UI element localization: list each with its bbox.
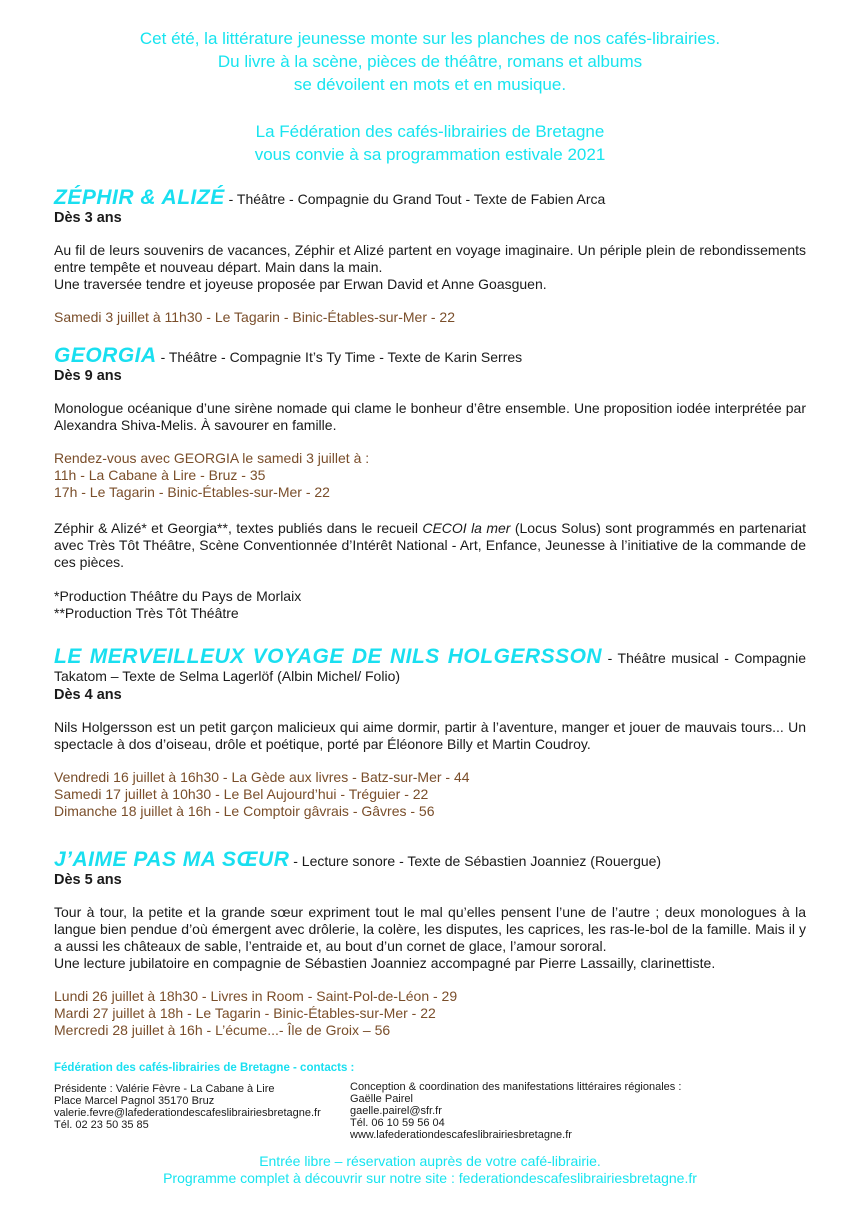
date-line: Mardi 27 juillet à 18h - Le Tagarin - Binic-Étables-sur-Mer - 22 bbox=[54, 1005, 436, 1021]
description-paragraph: Nils Holgersson est un petit garçon malicieux qui aime dormir, partir à l’aventure, manger et jouer de mauvais tours... Un spectacle à dos d’oiseau, drôle et poétique, porté par Éléonore Billy et Martin Coudroy. bbox=[54, 719, 806, 752]
date-line: Dimanche 18 juillet à 16h - Le Comptoir gâvrais - Gâvres - 56 bbox=[54, 803, 435, 819]
show-dates bbox=[54, 988, 806, 1039]
show-title-line bbox=[54, 848, 806, 871]
intro-block bbox=[0, 27, 860, 96]
partnership-note bbox=[54, 520, 806, 622]
show-details: - Théâtre musical - Compagnie Takatom – Texte de Selma Lagerlöf (Albin Michel/ Folio) bbox=[54, 650, 806, 684]
show-description bbox=[54, 400, 806, 434]
show-title-line bbox=[54, 344, 806, 367]
date-line: Samedi 17 juillet à 10h30 - Le Bel Aujourd’hui - Tréguier - 22 bbox=[54, 786, 429, 802]
contact-line: Place Marcel Pagnol 35170 Bruz bbox=[54, 1095, 215, 1107]
intro-line: Cet été, la littérature jeunesse monte sur les planches de nos cafés-librairies. bbox=[139, 29, 721, 48]
contact-phone: Tél. 06 10 59 56 04 bbox=[350, 1117, 445, 1129]
contact-line: Présidente : Valérie Fèvre - La Cabane à Lire bbox=[54, 1083, 275, 1095]
date-line: Vendredi 16 juillet à 16h30 - La Gède aux livres - Batz-sur-Mer - 44 bbox=[54, 769, 470, 785]
show-title-line bbox=[54, 645, 806, 685]
footnote: *Production Théâtre du Pays de Morlaix bbox=[54, 588, 302, 604]
show-zephir-alize bbox=[54, 186, 806, 326]
description-paragraph: Une traversée tendre et joyeuse proposée par Erwan David et Anne Goasguen. bbox=[54, 276, 547, 292]
show-age: Dès 9 ans bbox=[54, 368, 122, 384]
show-age: Dès 4 ans bbox=[54, 687, 122, 703]
note-book-title: CECOI la mer bbox=[422, 520, 511, 536]
show-description bbox=[54, 904, 806, 972]
date-line: Lundi 26 juillet à 18h30 - Livres in Room - Saint-Pol-de-Léon - 29 bbox=[54, 988, 458, 1004]
contacts-title: Fédération des cafés-librairies de Bretagne - contacts : bbox=[54, 1062, 355, 1074]
show-description bbox=[54, 719, 806, 753]
show-nils-holgersson bbox=[54, 645, 806, 820]
date-line: Samedi 3 juillet à 11h30 - Le Tagarin - Binic-Étables-sur-Mer - 22 bbox=[54, 309, 456, 325]
contact-email-link[interactable]: valerie.fevre@lafederationdescafeslibrairiesbretagne.fr bbox=[54, 1107, 321, 1119]
note-paragraph bbox=[54, 520, 806, 571]
contact-coordination bbox=[350, 1081, 681, 1141]
show-jaime-pas-ma-soeur bbox=[54, 848, 806, 1039]
show-title: ZÉPHIR & ALIZÉ bbox=[54, 186, 225, 209]
show-age: Dès 5 ans bbox=[54, 872, 122, 888]
contact-line: Conception & coordination des manifestations littéraires régionales : bbox=[350, 1081, 682, 1093]
date-line: 17h - Le Tagarin - Binic-Étables-sur-Mer - 22 bbox=[54, 484, 330, 500]
show-title: J’AIME PAS MA SŒUR bbox=[54, 848, 290, 871]
date-line: 11h - La Cabane à Lire - Bruz - 35 bbox=[54, 467, 266, 483]
description-paragraph: Une lecture jubilatoire en compagnie de Sébastien Joanniez accompagné par Pierre Lassailly, clarinettiste. bbox=[54, 955, 716, 971]
show-description bbox=[54, 242, 806, 293]
show-details: - Lecture sonore - Texte de Sébastien Joanniez (Rouergue) bbox=[289, 853, 662, 869]
show-title: GEORGIA bbox=[54, 344, 157, 367]
intro-invitation bbox=[0, 120, 860, 166]
date-line: Rendez-vous avec GEORGIA le samedi 3 juillet à : bbox=[54, 450, 370, 466]
date-line: Mercredi 28 juillet à 16h - L’écume...- Île de Groix – 56 bbox=[54, 1022, 391, 1038]
footer-website-line[interactable]: Programme complet à découvrir sur notre site : federationdescafeslibrairiesbretagne.fr bbox=[163, 1170, 697, 1186]
show-dates bbox=[54, 450, 806, 501]
show-details: - Théâtre - Compagnie It’s Ty Time - Texte de Karin Serres bbox=[156, 349, 523, 365]
description-paragraph: Monologue océanique d’une sirène nomade qui clame le bonheur d’être ensemble. Une proposition iodée interprétée par Alexandra Shiva-Melis. À savourer en famille. bbox=[54, 400, 806, 433]
show-details: - Théâtre - Compagnie du Grand Tout - Texte de Fabien Arca bbox=[224, 191, 606, 207]
intro-line: La Fédération des cafés-librairies de Bretagne bbox=[255, 122, 605, 141]
intro-line: vous convie à sa programmation estivale 2021 bbox=[254, 145, 606, 164]
contact-phone: Tél. 02 23 50 35 85 bbox=[54, 1119, 149, 1131]
note-text: (Locus Solus) sont programmés en partenariat avec Très Tôt Théâtre, Scène Conventionnée d’Intérêt National - Art, Enfance, Jeunesse à l’initiative de la commande de ces pièces. bbox=[54, 520, 806, 570]
description-paragraph: Tour à tour, la petite et la grande sœur expriment tout le mal qu’elles pensent l’une de l’autre ; deux monologues à la langue bien pendue d’où émergent avec drôlerie, la colère, les disputes, les caprices, les ras-le-bol de la famille. Mais il y a aussi les châteaux de sable, l’entraide et, au bout d’un cornet de glace, l’amour sororal. bbox=[54, 904, 806, 954]
note-text: Zéphir & Alizé* et Georgia**, textes publiés dans le recueil bbox=[54, 520, 423, 536]
contact-website-link[interactable]: www.lafederationdescafeslibrairiesbretagne.fr bbox=[350, 1129, 572, 1141]
footer-line: Entrée libre – réservation auprès de votre café-librairie. bbox=[259, 1153, 601, 1169]
show-age: Dès 3 ans bbox=[54, 210, 122, 226]
contact-line: Gaëlle Pairel bbox=[350, 1093, 413, 1105]
show-title-line bbox=[54, 186, 806, 209]
show-title: LE MERVEILLEUX VOYAGE DE NILS HOLGERSSON bbox=[54, 645, 603, 668]
show-georgia bbox=[54, 344, 806, 501]
footer bbox=[0, 1153, 860, 1187]
description-paragraph: Au fil de leurs souvenirs de vacances, Zéphir et Alizé partent en voyage imaginaire. Un périple plein de rebondissements entre tempête et nouveau départ. Main dans la main. bbox=[54, 242, 806, 275]
footnote: **Production Très Tôt Théâtre bbox=[54, 605, 239, 621]
contact-president bbox=[54, 1083, 321, 1131]
intro-line: se dévoilent en mots et en musique. bbox=[293, 75, 567, 94]
intro-line: Du livre à la scène, pièces de théâtre, romans et albums bbox=[217, 52, 643, 71]
show-dates bbox=[54, 309, 806, 326]
show-dates bbox=[54, 769, 806, 820]
contact-email-link[interactable]: gaelle.pairel@sfr.fr bbox=[350, 1105, 442, 1117]
